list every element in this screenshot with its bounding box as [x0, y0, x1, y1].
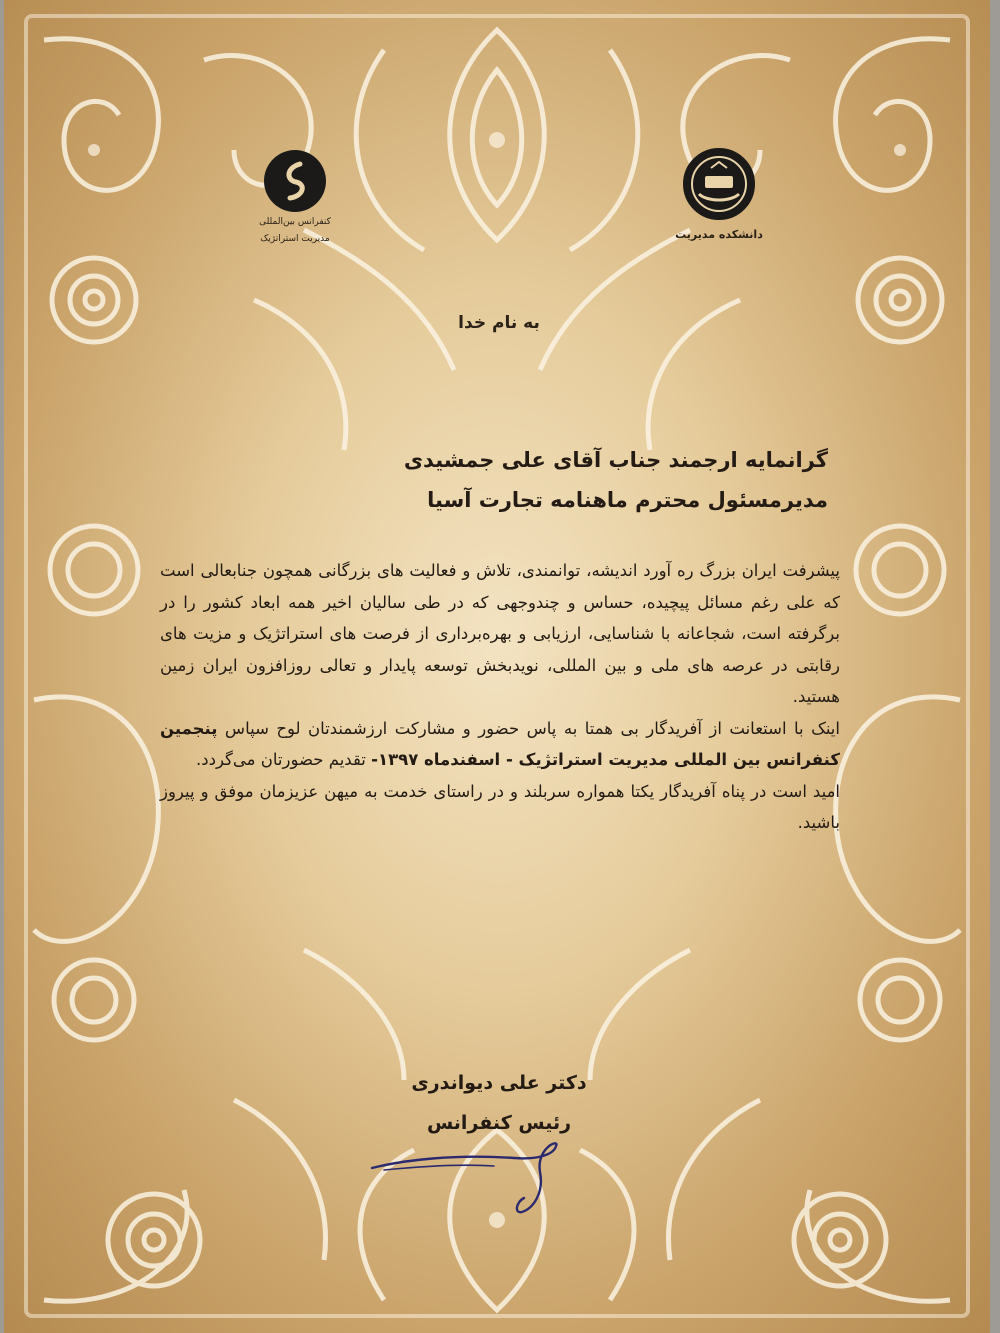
addressee-name: گرانمایه ارجمند جناب آقای علی جمشیدی [403, 448, 828, 472]
body-paragraph-1: پیشرفت ایران بزرگ ره آورد اندیشه، توانمندی، تلاش و فعالیت های بزرگانی همچون جنابعالی است که علی رغم مسائل پیچیده، حساس و چندوجهی که در طی سالیان اخیر همه ابعاد کشور را در برگرفته است، شجاعانه با شناسایی، ارزیابی و بهره‌برداری از فرصت های استراتژیک و مزیت های رقابتی در عرصه های ملی و بین المللی، نویدبخش توسعه پایدار و تعالی روزافزون ایران زمین هستید. [160, 561, 840, 706]
conference-title-bold: پنجمین کنفرانس بین المللی مدیریت استراتژیک - اسفندماه ۱۳۹۷- [160, 718, 840, 769]
body-paragraph-2-start: اینک با استعانت از آفریدگار بی همتا به پاس حضور و مشارکت ارزشمندتان لوح سپاس [224, 718, 840, 738]
handwritten-signature [364, 1140, 584, 1215]
body-paragraph-3: امید است در پناه آفریدگار یکتا همواره سربلند و در راستای خدمت به میهن عزیزمان موفق و پیروز باشید. [160, 781, 840, 832]
basmala-heading: به نام خدا [458, 313, 540, 333]
body-paragraph-2 [160, 713, 840, 776]
certificate-sheet [4, 0, 990, 1333]
signatory-block [384, 1063, 614, 1143]
addressee-block [308, 443, 828, 517]
university-emblem-icon [683, 148, 755, 220]
certificate-body [160, 555, 840, 839]
signatory-name: دکتر علی دیواندری [411, 1072, 587, 1094]
university-logo-caption: دانشکده مدیریت [675, 228, 763, 241]
conference-logo [240, 150, 350, 246]
conference-logo-caption-2: مدیریت استراتژیک [260, 234, 330, 244]
conference-logo-caption-1: کنفرانس بین‌المللی [259, 217, 331, 227]
university-logo [664, 148, 774, 241]
body-paragraph-2-end: تقدیم حضورتان می‌گردد. [196, 750, 366, 769]
signatory-title: رئیس کنفرانس [426, 1112, 572, 1134]
conference-swirl-icon [264, 150, 326, 212]
addressee-position: مدیرمسئول محترم ماهنامه تجارت آسیا [427, 488, 828, 512]
